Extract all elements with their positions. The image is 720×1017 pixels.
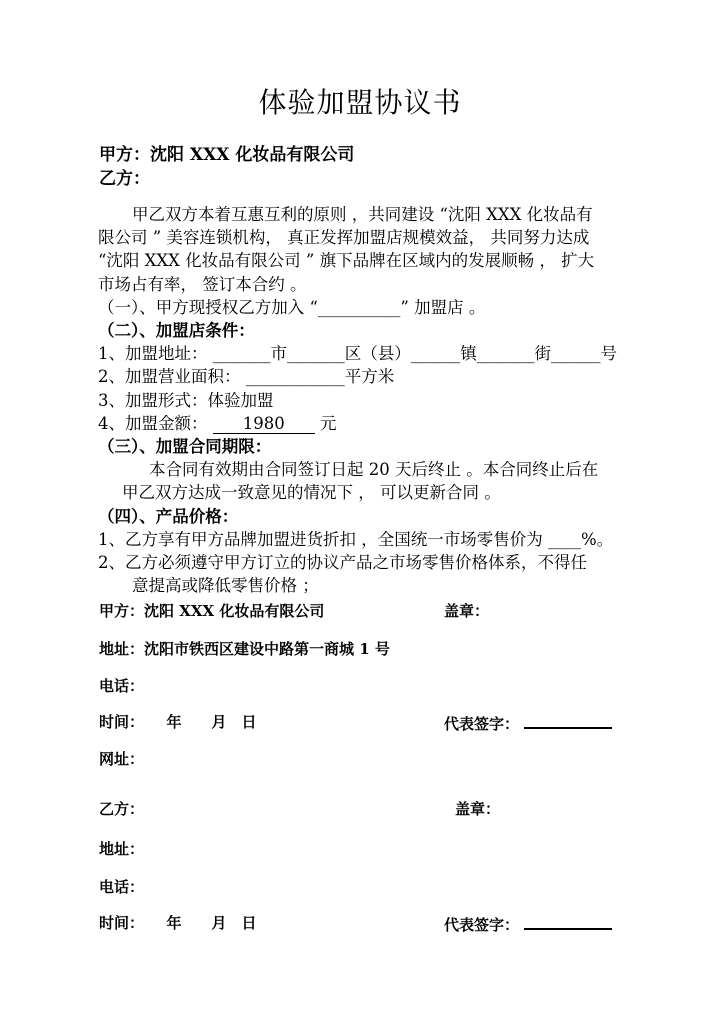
sig-a-website-label: 网址： [99,750,145,768]
sig-b-sign-label: 代表签字： [444,916,525,934]
sig-b-date-label: 时间： 年 月 日 [99,914,257,932]
sig-a-address-row [99,638,659,660]
sig-b-representative-signature [444,912,612,935]
sig-b-phone-row [99,876,659,898]
clause-2-heading: （二）、加盟店条件： [98,321,255,341]
sig-b-party-row [99,798,659,820]
sig-a-party-row [99,600,659,622]
sig-a-representative-signature [444,711,612,734]
preamble-line: 限公司 ” 美容连锁机构， 真正发挥加盟店规模效益， 共同努力达成 [98,228,590,248]
signature-block-party-b [99,798,659,938]
sig-b-party-name: 乙方： [99,800,145,818]
sig-b-signature-blank-line [524,912,612,930]
sig-a-phone-row [99,675,659,697]
sig-b-phone-label: 电话： [99,878,145,896]
sig-a-seal-label: 盖章： [444,602,490,620]
amount-label: 4、加盟金额： [98,413,213,433]
clause-2-item-type: 3、加盟形式：体验加盟 [98,390,274,410]
clause-3-line: 本合同有效期由合同签订日起 20 天后终止 。本合同终止后在 [149,460,599,480]
sig-a-address: 地址：沈阳市铁西区建设中路第一商城 1 号 [99,640,390,658]
sig-a-date-label: 时间： 年 月 日 [99,713,257,731]
sig-a-sign-label: 代表签字： [444,715,525,733]
clause-3-heading: （三）、加盟合同期限： [98,437,272,457]
sig-b-address-row [99,838,659,860]
preamble-line: “沈阳 XXX 化妆品有限公司 ” 旗下品牌在区域内的发展顺畅 ， 扩大 [98,251,595,271]
clause-1-authorization: （一）、甲方现授权乙方加入 “__________” 加盟店 。 [98,297,486,317]
clause-4-item-discount: 1、乙方享有甲方品牌加盟进货折扣 ，全国统一市场零售价为 ____%。 [98,529,614,549]
sig-a-party-name: 甲方：沈阳 XXX 化妆品有限公司 [99,602,325,620]
preamble-line: 甲乙双方本着互惠互利的原则 ，共同建设 “沈阳 XXX 化妆品有 [132,205,593,224]
sig-a-signature-blank-line [524,711,612,729]
clause-4-heading: （四）、产品价格： [98,506,239,526]
preamble-line: 市场占有率， 签订本合约 。 [98,274,307,294]
sig-a-date-row [99,711,659,733]
amount-blank-value: 1980 [213,414,315,434]
clause-4-item-pricing-line: 意提高或降低零售价格 ； [132,576,319,596]
party-b-header: 乙方： [99,169,150,189]
clause-2-item-amount [98,412,638,435]
sig-b-address-label: 地址： [99,840,145,858]
sig-a-phone-label: 电话： [99,677,145,695]
document-title: 体验加盟协议书 [258,86,462,119]
signature-block-party-a [99,600,659,780]
amount-unit: 元 [314,413,337,433]
clause-2-item-address: 1、加盟地址： _______市_______区（县）______镇_______街______号 [98,344,617,364]
clause-4-item-pricing-line: 2、乙方必须遵守甲方订立的协议产品之市场零售价格体系，不得任 [98,553,587,573]
clause-3-line: 甲乙双方达成一致意见的情况下 ， 可以更新合同 。 [122,483,501,503]
sig-b-date-row [99,912,659,934]
party-a-header: 甲方：沈阳 XXX 化妆品有限公司 [99,145,355,165]
sig-b-seal-label: 盖章： [455,800,501,818]
contract-body [98,203,638,597]
sig-a-website-row [99,748,659,770]
clause-2-item-area: 2、加盟营业面积： ____________平方米 [98,367,395,387]
